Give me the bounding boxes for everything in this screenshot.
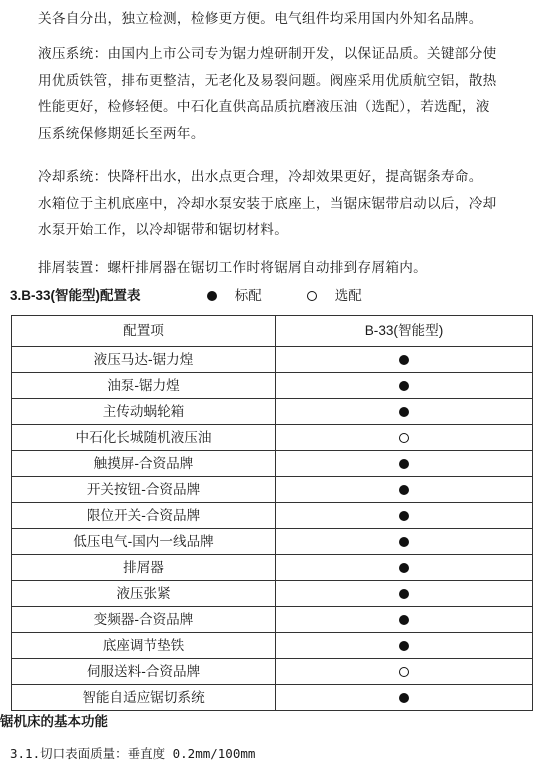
- header-model: B-33(智能型): [276, 316, 533, 347]
- header-item: 配置项: [12, 316, 276, 347]
- config-table-title: 3.B-33(智能型)配置表: [10, 288, 141, 303]
- config-item-name: 触摸屏-合资品牌: [12, 451, 276, 477]
- paragraph-line: 水箱位于主机底座中，冷却水泵安装于底座上，当锯床锯带启动以后，冷却: [38, 195, 497, 212]
- filled-circle-icon: [399, 485, 409, 495]
- table-row: [12, 529, 533, 555]
- config-item-name: 低压电气-国内一线品牌: [12, 529, 276, 555]
- table-row: [12, 373, 533, 399]
- config-item-mark: [276, 685, 533, 711]
- table-row: [12, 555, 533, 581]
- filled-circle-icon: [207, 291, 217, 301]
- table-row: [12, 425, 533, 451]
- legend-standard-label: 标配: [234, 288, 262, 303]
- filled-circle-icon: [399, 589, 409, 599]
- paragraph-line: 水泵开始工作，以冷却锯带和锯切材料。: [38, 222, 289, 238]
- legend-optional-label: 选配: [334, 288, 362, 303]
- table-row: [12, 685, 533, 711]
- table-header-row: [12, 316, 533, 347]
- config-table: [11, 315, 533, 711]
- section-heading: 锯机床的基本功能: [0, 714, 108, 730]
- config-item-name: 排屑器: [12, 555, 276, 581]
- filled-circle-icon: [399, 693, 409, 703]
- config-item-mark: [276, 659, 533, 685]
- config-item-mark: [276, 607, 533, 633]
- config-table-body: [12, 347, 533, 711]
- paragraph-line: 压系统保修期延长至两年。: [38, 125, 205, 142]
- config-item-name: 液压张紧: [12, 581, 276, 607]
- config-item-mark: [276, 633, 533, 659]
- config-item-name: 底座调节垫铁: [12, 633, 276, 659]
- paragraph-line: 性能更好，检修轻便。中石化直供高品质抗磨液压油（选配），若选配，液: [38, 99, 490, 115]
- filled-circle-icon: [399, 511, 409, 521]
- config-item-mark: [276, 503, 533, 529]
- hollow-circle-icon: [307, 291, 317, 301]
- config-item-mark: [276, 529, 533, 555]
- paragraph-line: 关各自分出，独立检测，检修更方便。电气组件均采用国内外知名品牌。: [38, 11, 483, 27]
- filled-circle-icon: [399, 563, 409, 573]
- config-item-mark: [276, 399, 533, 425]
- filled-circle-icon: [399, 459, 409, 469]
- paragraph-line: 排屑装置：螺杆排屑器在锯切工作时将锯屑自动排到存屑箱内。: [38, 260, 428, 276]
- config-item-mark: [276, 425, 533, 451]
- paragraph: [0, 164, 543, 244]
- config-item-mark: [276, 373, 533, 399]
- config-item-name: 智能自适应锯切系统: [12, 685, 276, 711]
- table-row: [12, 451, 533, 477]
- config-item-mark: [276, 451, 533, 477]
- table-row: [12, 659, 533, 685]
- hollow-circle-icon: [399, 667, 409, 677]
- spec-line: 3.1.切口表面质量：垂直度 0.2mm/100mm: [10, 746, 256, 761]
- config-item-name: 限位开关-合资品牌: [12, 503, 276, 529]
- table-row: [12, 347, 533, 373]
- config-item-mark: [276, 581, 533, 607]
- config-item-mark: [276, 555, 533, 581]
- config-item-name: 中石化长城随机液压油: [12, 425, 276, 451]
- filled-circle-icon: [399, 615, 409, 625]
- paragraph: [0, 41, 543, 147]
- table-row: [12, 581, 533, 607]
- legend-optional: [307, 284, 362, 304]
- config-item-name: 主传动蜗轮箱: [12, 399, 276, 425]
- filled-circle-icon: [399, 355, 409, 365]
- paragraph: [0, 255, 543, 282]
- config-item-mark: [276, 477, 533, 503]
- config-item-name: 变频器-合资品牌: [12, 607, 276, 633]
- config-item-name: 液压马达-锯力煌: [12, 347, 276, 373]
- paragraph-line: 液压系统：由国内上市公司专为锯力煌研制开发，以保证品质。关键部分使: [38, 46, 497, 62]
- config-item-mark: [276, 347, 533, 373]
- table-row: [12, 399, 533, 425]
- filled-circle-icon: [399, 407, 409, 417]
- filled-circle-icon: [399, 641, 409, 651]
- table-row: [12, 607, 533, 633]
- hollow-circle-icon: [399, 433, 409, 443]
- filled-circle-icon: [399, 537, 409, 547]
- paragraph-line: 冷却系统：快降杆出水，出水点更合理，冷却效果更好，提高锯条寿命。: [38, 169, 483, 185]
- config-item-name: 油泵-锯力煌: [12, 373, 276, 399]
- paragraph-line: 用优质铁管，排布更整洁，无老化及易裂问题。阀座采用优质航空铝，散热: [38, 72, 497, 89]
- table-row: [12, 477, 533, 503]
- legend-standard: [207, 284, 262, 304]
- paragraph: [0, 6, 543, 33]
- table-row: [12, 503, 533, 529]
- config-item-name: 开关按钮-合资品牌: [12, 477, 276, 503]
- filled-circle-icon: [399, 381, 409, 391]
- table-row: [12, 633, 533, 659]
- config-item-name: 伺服送料-合资品牌: [12, 659, 276, 685]
